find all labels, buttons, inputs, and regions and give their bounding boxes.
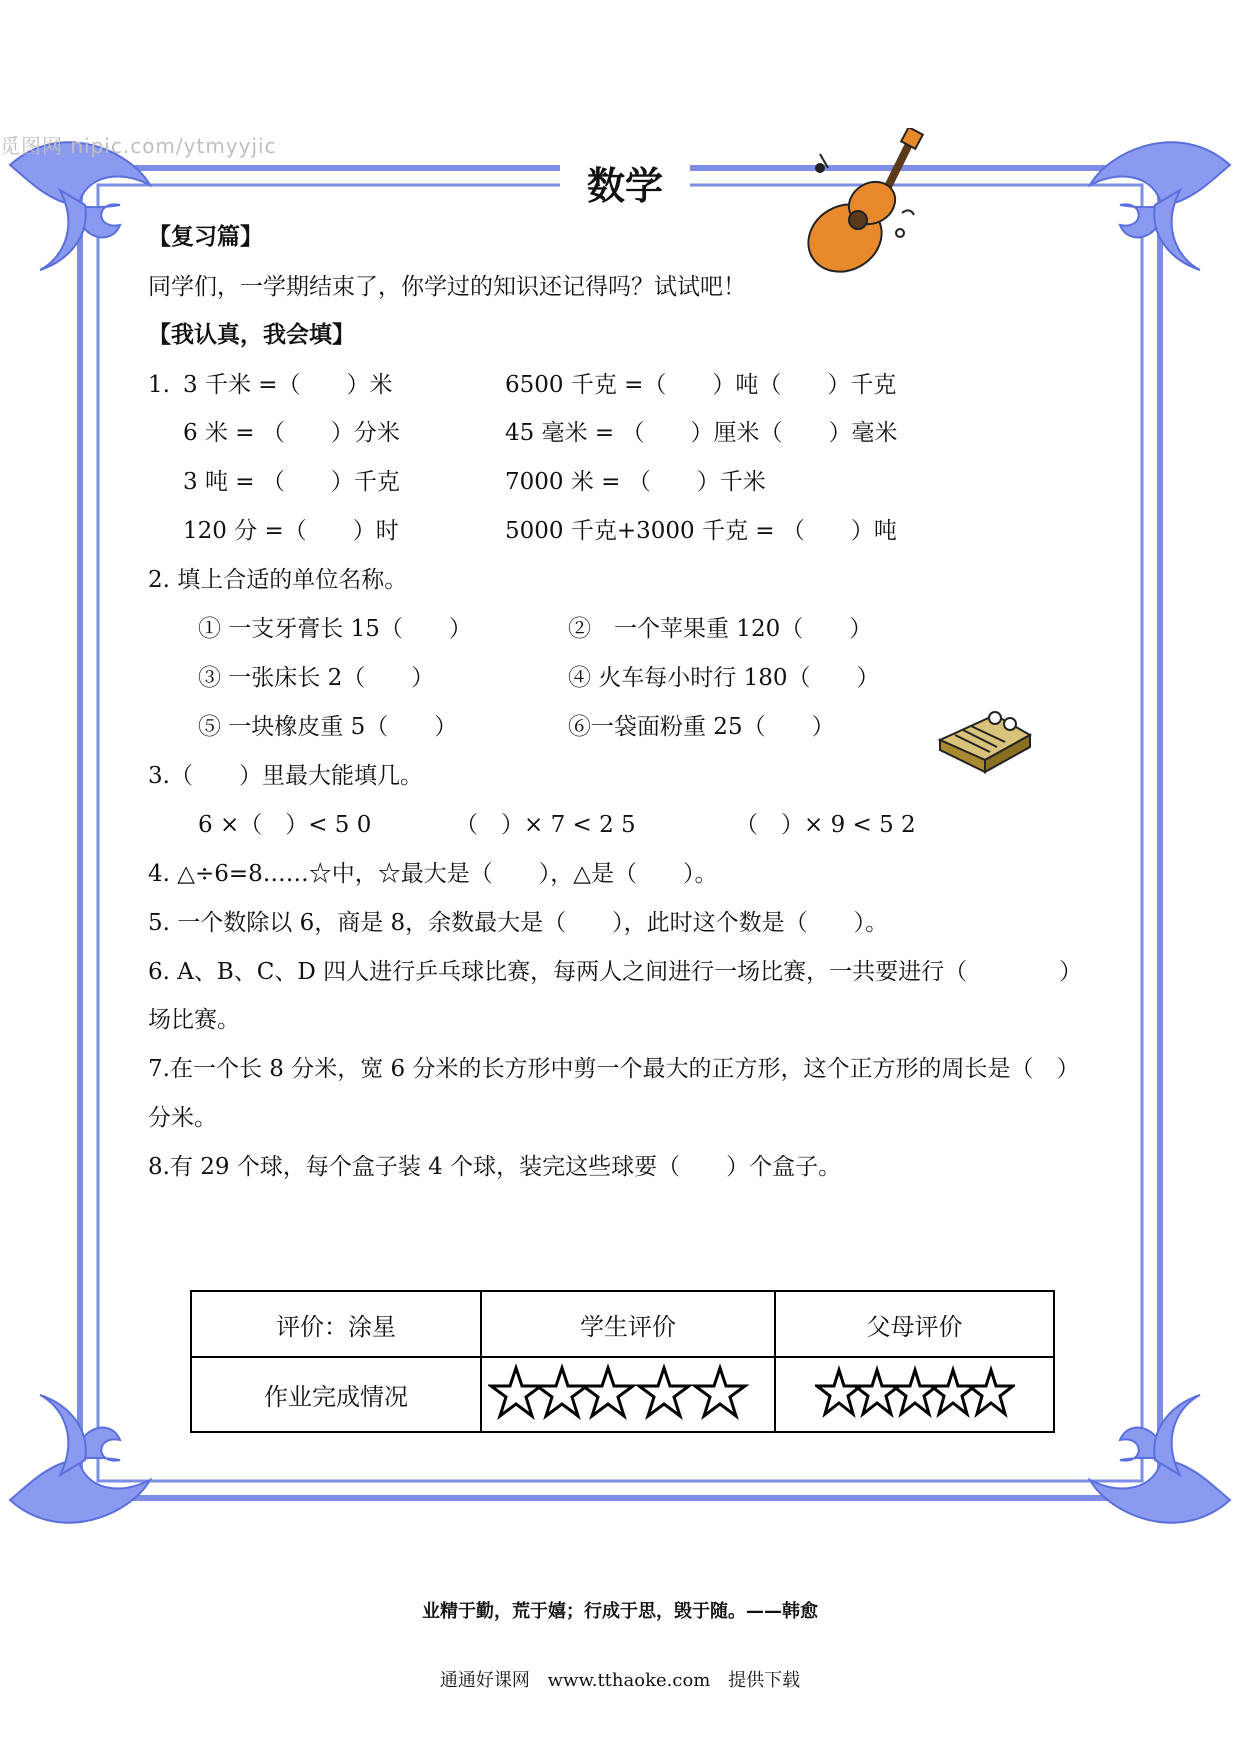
section-fill-heading: 【我认真，我会填】 bbox=[148, 322, 355, 348]
q3-item: 6 ×（ ）< 5 0 bbox=[198, 812, 372, 838]
star-icon[interactable] bbox=[893, 1370, 937, 1414]
star-icon[interactable] bbox=[583, 1368, 633, 1416]
q2-item: ④ 火车每小时行 180（ ） bbox=[568, 665, 880, 691]
parent-rating-cell bbox=[775, 1357, 1054, 1432]
q1-number: 1. bbox=[148, 372, 170, 398]
star-icon[interactable] bbox=[695, 1368, 745, 1416]
q6-text-cont: 场比赛。 bbox=[148, 1007, 240, 1033]
footer-site: 通通好课网 bbox=[439, 1670, 530, 1691]
star-icon[interactable] bbox=[931, 1370, 975, 1414]
q5-text: 5. 一个数除以 6，商是 8，余数最大是（ ），此时这个数是（ ）。 bbox=[148, 910, 889, 936]
q1-item: 3 吨 = （ ）千克 bbox=[183, 469, 400, 495]
q4-text: 4. △÷6=8……☆中，☆最大是（ ），△是（ ）。 bbox=[148, 861, 718, 887]
star-icon[interactable] bbox=[537, 1368, 587, 1416]
quote-text: 业精于勤，荒于嬉；行成于思，毁于随。——韩愈 bbox=[422, 1601, 818, 1622]
student-stars bbox=[488, 1362, 768, 1422]
star-icon[interactable] bbox=[639, 1368, 689, 1416]
watermark-text: 觅图网 nipic.com/ytmyyjic bbox=[0, 134, 277, 158]
q7-text-cont: 分米。 bbox=[148, 1105, 217, 1131]
star-icon[interactable] bbox=[491, 1368, 541, 1416]
student-rating-cell bbox=[481, 1357, 775, 1432]
guitar-icon bbox=[800, 128, 930, 288]
section-review-heading: 【复习篇】 bbox=[148, 224, 263, 250]
q2-item: ② 一个苹果重 120（ ） bbox=[568, 616, 873, 642]
q3-item: （ ）× 7 < 2 5 bbox=[455, 812, 636, 838]
parent-stars bbox=[815, 1362, 1015, 1422]
q1-item: 6500 千克 =（ ）吨（ ）千克 bbox=[505, 372, 897, 398]
page-title: 数学 bbox=[560, 155, 690, 210]
star-icon[interactable] bbox=[969, 1370, 1013, 1414]
q2-item: ① 一支牙膏长 15（ ） bbox=[198, 616, 472, 642]
q6-text: 6. A、B、C、D 四人进行乒乓球比赛，每两人之间进行一场比赛，一共要进行（ ） bbox=[148, 959, 1083, 985]
q1-item: 3 千米 =（ ）米 bbox=[183, 372, 393, 398]
open-book-icon bbox=[935, 700, 1035, 780]
table-row bbox=[191, 1357, 1054, 1432]
q1-item: 6 米 = （ ）分米 bbox=[183, 420, 400, 446]
q2-item: ⑤ 一块橡皮重 5（ ） bbox=[198, 714, 458, 740]
q2-item: ⑥一袋面粉重 25（ ） bbox=[568, 714, 835, 740]
footer-note: 提供下载 bbox=[728, 1670, 801, 1691]
table-header-cell: 父母评价 bbox=[775, 1291, 1054, 1357]
q1-item: 45 毫米 = （ ）厘米（ ）毫米 bbox=[505, 420, 898, 446]
footer-url[interactable]: www.tthaoke.com bbox=[547, 1670, 711, 1691]
table-header-cell: 评价：涂星 bbox=[191, 1291, 481, 1357]
star-icon[interactable] bbox=[855, 1370, 899, 1414]
q2-item: ③ 一张床长 2（ ） bbox=[198, 665, 435, 691]
table-header-cell: 学生评价 bbox=[481, 1291, 775, 1357]
star-icon[interactable] bbox=[817, 1370, 861, 1414]
q2-text: 2. 填上合适的单位名称。 bbox=[148, 567, 408, 593]
q3-text: 3.（ ）里最大能填几。 bbox=[148, 763, 423, 789]
q1-item: 120 分 =（ ）时 bbox=[183, 518, 399, 544]
q7-text: 7.在一个长 8 分米，宽 6 分米的长方形中剪一个最大的正方形，这个正方形的周长是（ ） bbox=[148, 1056, 1080, 1082]
table-row-label: 作业完成情况 bbox=[191, 1357, 481, 1432]
intro-text: 同学们，一学期结束了，你学过的知识还记得吗？试试吧！ bbox=[148, 274, 746, 300]
footer bbox=[0, 1666, 1240, 1692]
q1-item: 7000 米 = （ ）千米 bbox=[505, 469, 766, 495]
q3-item: （ ）× 9 < 5 2 bbox=[735, 812, 916, 838]
q8-text: 8.有 29 个球，每个盒子装 4 个球，装完这些球要（ ）个盒子。 bbox=[148, 1154, 842, 1180]
q1-item: 5000 千克+3000 千克 = （ ）吨 bbox=[505, 518, 897, 544]
table-header-row bbox=[191, 1291, 1054, 1357]
evaluation-table bbox=[190, 1290, 1055, 1433]
